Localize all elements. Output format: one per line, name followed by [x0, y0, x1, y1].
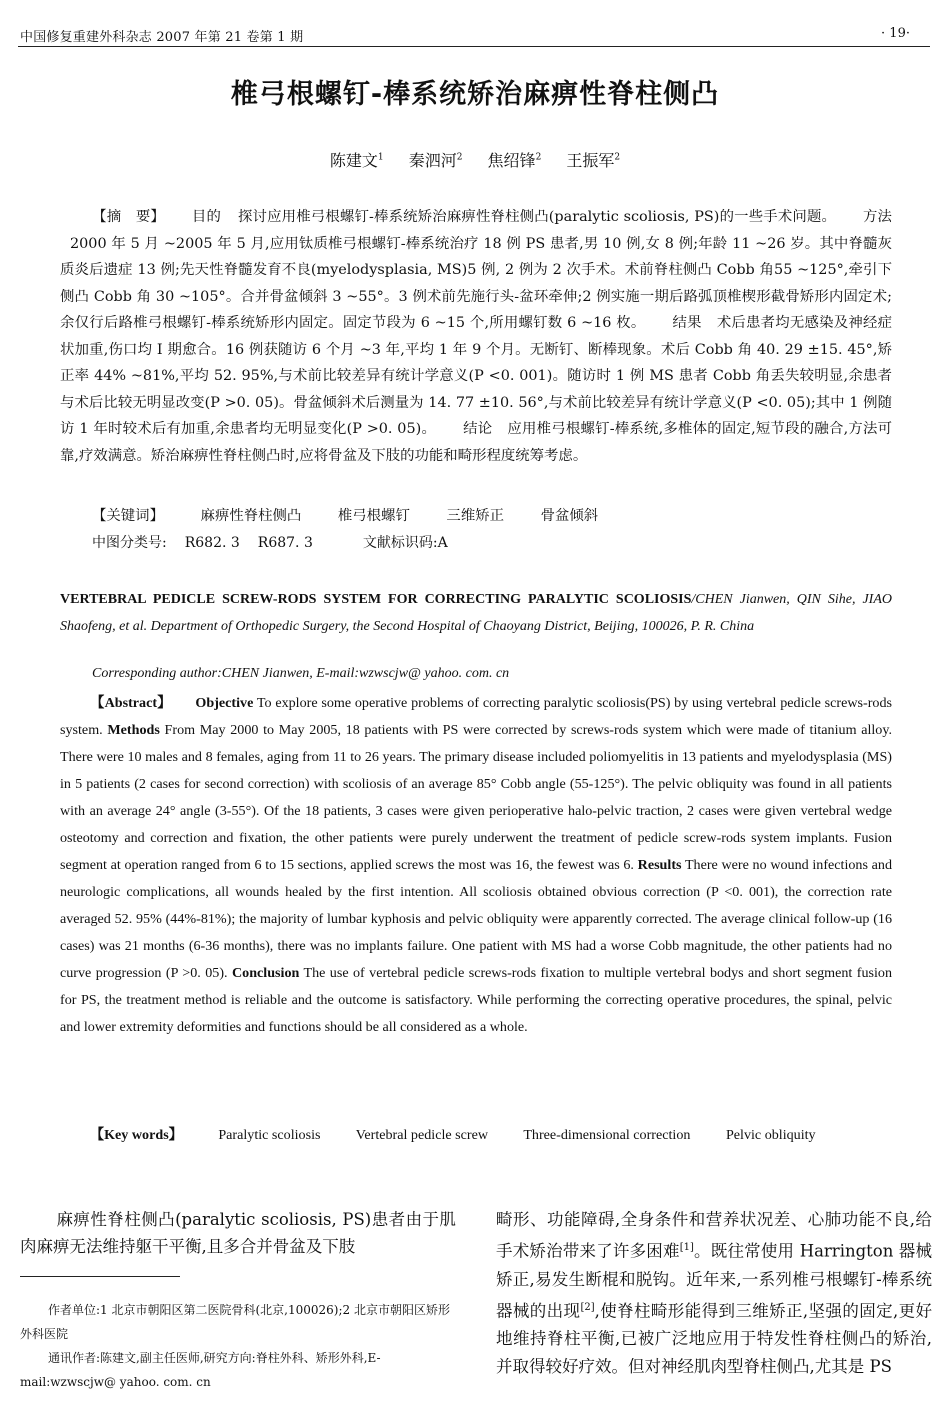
citation-ref[interactable]: [2]: [580, 1301, 595, 1313]
corresponding-author: Corresponding author:CHEN Jianwen, E-mail:wzwscjw@ yahoo. com. cn: [92, 666, 510, 681]
objective-text: 探讨应用椎弓根螺钉-棒系统矫治麻痹性脊柱侧凸(paralytic scoliosis, PS)的一些手术问题。: [237, 209, 837, 225]
author: 王振军$^2$: [566, 151, 621, 170]
english-title-block: [60, 586, 892, 640]
keywords-label: 【关键词】: [92, 508, 164, 524]
methods-text: 2000 年 5 月 ~2005 年 5 月,应用钛质椎弓根螺钉-棒系统治疗 18 例 PS 患者,男 10 例,女 8 例;年龄 11 ~26 岁。其中脊髓灰质炎后遗症 13 例;先天性脊髓发育不良(myelodysplasia, MS)5 例, 2 例为 2 次手术。术前脊柱侧凸 Cobb 角55 ~125°,牵引下侧凸 Cobb 角 30 ~105°。合并骨盆倾斜 3 ~55°。3 例术前先施行头-盆环牵伸;2 例实施一期后路弧顶椎楔形截骨矫形内固定术;余仅行后路椎弓根螺钉-棒系统矫形内固定。固定节段为 6 ~15 个,所用螺钉数 6 ~16 枚。: [60, 235, 892, 331]
conclusion-text: 应用椎弓根螺钉-棒系统,多椎体的固定,短节段的融合,方法可靠,疗效满意。矫治麻痹性脊柱侧凸时,应将骨盆及下肢的功能和畸形程度统筹考虑。: [60, 421, 893, 464]
author-list: [0, 148, 950, 171]
body-paragraph: 麻痹性脊柱侧凸(paralytic scoliosis, PS)患者由于肌肉麻痹无法维持躯干平衡,且多合并骨盆及下肢: [20, 1210, 456, 1256]
conclusion-text: The use of vertebral pedicle screws-rods fixation to multiple vertebral bodys and short segment fusion for PS, the treatment method is reliable and the outcome is satisfactory. While performing the correcting operative procedures, the spinal, pelvic and lower extremity deformities and functions should be all considered as a whole.: [60, 965, 892, 1035]
conclusion-label: 结论: [462, 421, 493, 437]
keyword: Vertebral pedicle screw: [355, 1127, 489, 1143]
doc-code: 文献标识码:A: [362, 535, 448, 551]
objective-label: Objective: [195, 695, 254, 711]
contact-note: 通讯作者:陈建文,副主任医师,研究方向:脊柱外科、矫形外科,E-mail:wzwscjw@ yahoo. com. cn: [20, 1351, 381, 1389]
keyword: 麻痹性脊柱侧凸: [200, 508, 302, 524]
header-divider: [18, 46, 930, 47]
clc-label: 中图分类号:: [92, 535, 167, 551]
affiliation-note: 作者单位:1 北京市朝阳区第二医院骨科(北京,100026);2 北京市朝阳区矫形外科医院: [20, 1303, 450, 1341]
keyword: 三维矫正: [446, 508, 504, 524]
results-text: 术后患者均无感染及神经症状加重,伤口均 Ⅰ 期愈合。16 例获随访 6 个月 ~3 年,平均 1 年 9 个月。无断钉、断棒现象。术后 Cobb 角 40. 29 ±15. 45°,矫正率 44% ~81%,平均 52. 95%,与术前比较差异有统计学意义(P <0. 001)。随访时 1 例 MS 患者 Cobb 角丢失较明显,余患者与术后比较无明显改变(P >0. 05)。骨盆倾斜术后测量为 14. 77 ±10. 56°,与术前比较差异有统计学意义(P <0. 05);其中 1 例随访 1 年时较术后有加重,余患者均无明显变化(P >0. 05)。: [60, 315, 892, 437]
results-label: 结果: [672, 315, 702, 331]
author: 焦绍锋$^2$: [487, 151, 542, 170]
conclusion-label: Conclusion: [231, 965, 300, 981]
keyword: 椎弓根螺钉: [337, 508, 410, 524]
objective-text: To explore some operative problems of correcting paralytic scoliosis(PS) by using vertebral pedicle screws-rods system.: [60, 695, 892, 738]
english-title: VERTEBRAL PEDICLE SCREW-RODS SYSTEM FOR CORRECTING PARALYTIC SCOLIOSIS: [60, 592, 692, 607]
objective-label: 目的: [191, 209, 222, 225]
english-keywords: [60, 1122, 892, 1149]
clc-code: R682. 3: [184, 535, 240, 551]
footnote-divider: [20, 1276, 180, 1277]
keyword: Paralytic scoliosis: [218, 1127, 321, 1143]
footnotes: [20, 1298, 456, 1394]
results-label: Results: [637, 857, 682, 873]
journal-header: 中国修复重建外科杂志 2007 年第 21 卷第 1 期: [20, 30, 304, 45]
methods-text: From May 2000 to May 2005, 18 patients with PS were corrected by screws-rods system which were made of titanium alloy. There were 10 males and 8 females, aging from 11 to 26 years. The primary disease included poliomyelitis in 13 patients and myelodysplasia (MS) in 5 patients (2 cases for second correction) with scoliosis of an average 85° Cobb angle (55-125°). The pelvic obliquity was found in all patients with an average 24° angle (3-55°). Of the 18 patients, 3 cases were given perioperative halo-pelvic traction, 2 cases were given vertebral wedge osteotomy and correction and fixation, the other patients were purely underwent the treatment of pedicle screw-rods system implants. Fusion segment at operation ranged from 6 to 15 sections, applied screws the most was 16, the fewest was 6.: [60, 722, 892, 873]
methods-label: Methods: [107, 722, 160, 738]
author: 秦泗河$^2$: [408, 151, 463, 170]
english-byline: /CHEN Jianwen, QIN Sihe, JIAO Shaofeng, et al. Department of Orthopedic Surgery, the Second Hospital of Chaoyang District, Beijing, 100026, P. R. China: [60, 592, 892, 634]
body-text: 。既往常使用 Harrington 器械矫正,易发生断棍和脱钩。近年来,一系列椎弓根螺钉-棒系统器械的出现: [496, 1241, 932, 1320]
classification-line: [92, 532, 466, 552]
keywords-label: 【Key words】: [90, 1127, 183, 1143]
chinese-abstract: [60, 204, 892, 469]
abstract-label: 【摘 要】: [92, 209, 165, 225]
english-abstract: [60, 690, 892, 1041]
author: 陈建文$^1$: [329, 151, 384, 170]
keyword: Pelvic obliquity: [725, 1127, 816, 1143]
methods-label: 方法: [862, 209, 892, 225]
results-text: There were no wound infections and neurologic complications, all wounds healed by the first intention. All scoliosis obtained obvious correction (P <0. 001), the correction rate averaged 52. 95% (44%-81%); the majority of lumbar kyphosis and pelvic obliquity were apparently corrected. The average clinical follow-up (16 cases) was 21 months (6-36 months), there was no implants failure. One patient with MS had a worse Cobb magnitude, the other patients had no curve progression (P >0. 05).: [60, 857, 892, 981]
keyword: 骨盆倾斜: [540, 508, 599, 524]
chinese-keywords: [92, 504, 630, 525]
body-text: ,使脊柱畸形能得到三维矫正,坚强的固定,更好地维持脊柱平衡,已被广泛地应用于特发性脊柱侧凸的矫治,并取得较好疗效。但对神经肌肉型脊柱侧凸,尤其是 PS: [496, 1301, 932, 1376]
body-right-column: [496, 1206, 932, 1381]
body-text: 畸形、功能障碍,全身条件和营养状况差、心肺功能不良,给手术矫治带来了许多困难: [496, 1210, 932, 1261]
clc-code: R687. 3: [257, 535, 313, 551]
body-left-column: [20, 1206, 456, 1260]
page-number: · 19·: [881, 26, 910, 41]
citation-ref[interactable]: [1]: [679, 1242, 694, 1253]
keyword: Three-dimensional correction: [523, 1127, 691, 1143]
abstract-label: 【Abstract】: [90, 695, 172, 711]
article-title: 椎弓根螺钉-棒系统矫治麻痹性脊柱侧凸: [230, 79, 720, 110]
